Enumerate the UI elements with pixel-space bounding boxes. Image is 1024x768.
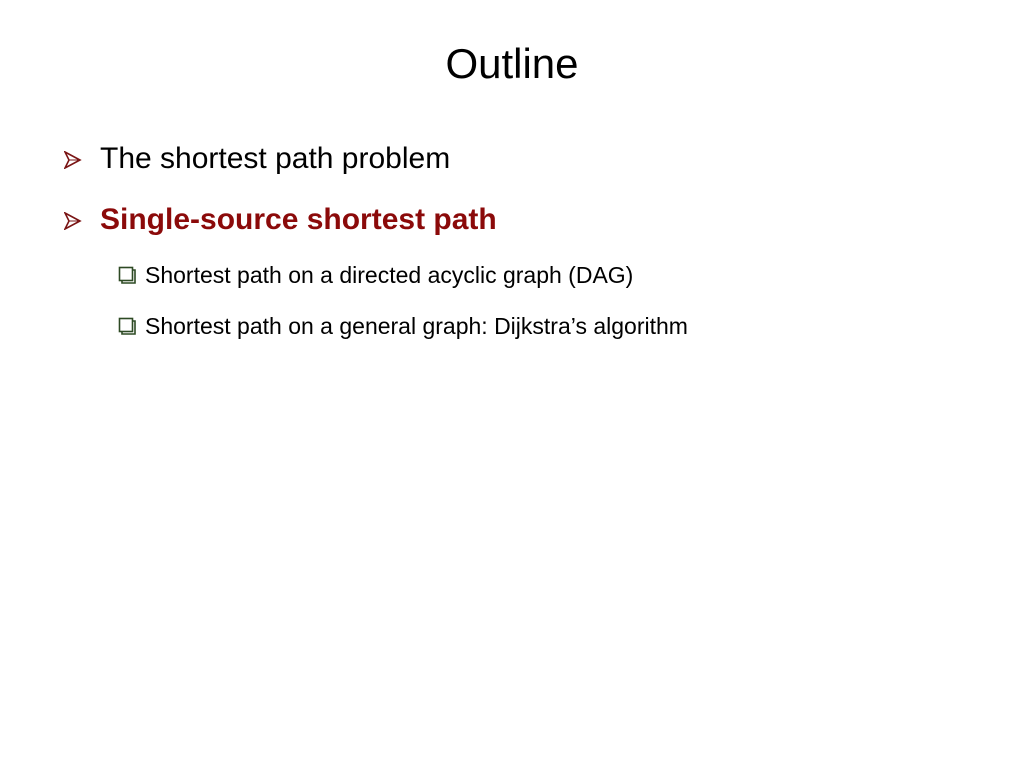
bullet-text: The shortest path problem [100,142,451,175]
sub-bullet-text: Shortest path on a directed acyclic graph (DAG) [145,262,634,288]
hollow-square-bullet-icon [118,260,145,284]
sub-bullet-text: Shortest path on a general graph: Dijkstra’s algorithm [145,313,688,339]
sub-bullet-item-dijkstra [118,311,688,341]
bullet-text-emphasis: Single-source shortest path [100,203,497,236]
bullet-item-shortest-path-problem [64,139,450,179]
bullet-item-single-source [64,200,497,240]
sub-bullet-item-dag [118,260,633,290]
arrowhead-bullet-icon [64,200,100,230]
arrowhead-bullet-icon [64,139,100,169]
slide-title: Outline [445,40,579,87]
hollow-square-bullet-icon [118,311,145,335]
